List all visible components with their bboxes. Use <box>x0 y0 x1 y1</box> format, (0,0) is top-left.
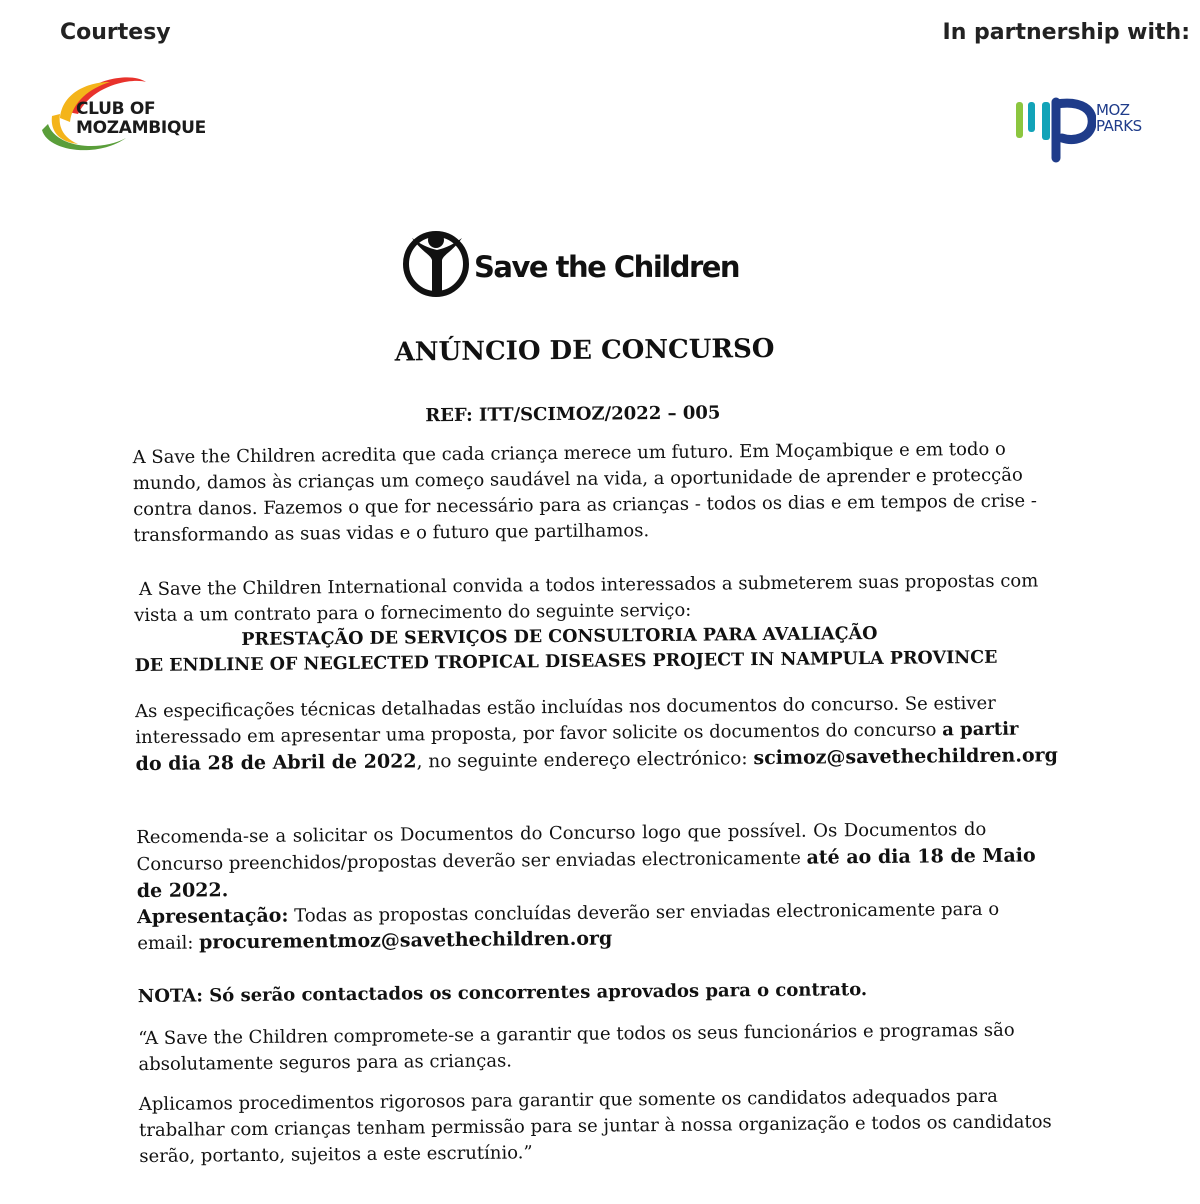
paragraph-3-bold: a partir <box>942 718 1019 741</box>
reference-number: REF: ITT/SCIMOZ/2022 – 005 <box>425 402 721 427</box>
request-email: scimoz@savethechildren.org <box>753 744 1059 770</box>
service-title-line: PRESTAÇÃO DE SERVIÇOS DE CONSULTORIA PARA AVALIAÇÃO <box>241 623 878 651</box>
deadline-year: de 2022. <box>136 879 229 903</box>
paragraph-5-text: Todas as propostas concluídas deverão ser enviadas electronicamente para o <box>288 898 1000 927</box>
paragraph-2-line: vista a um contrato para o fornecimento do seguinte serviço: <box>134 599 692 627</box>
page-title: ANÚNCIO DE CONCURSO <box>394 333 775 368</box>
paragraph-3-text: interessado em apresentar uma proposta, por favor solicite os documentos do concurso <box>135 719 943 749</box>
paragraph-2-line: A Save the Children International convida a todos interessados a submeterem suas propostas com <box>138 570 1039 601</box>
submission-label: Apresentação: <box>136 904 289 929</box>
club-logo-line2: MOZAMBIQUE <box>76 118 206 138</box>
paragraph-1-line: mundo, damos às crianças um começo saudável na vida, a oportunidade de aprender e protecção <box>132 464 1023 495</box>
paragraph-4-line <box>136 844 1036 876</box>
paragraph-5-line <box>137 928 612 956</box>
paragraph-3-line <box>135 744 1058 776</box>
moz-logo-line1: MOZ <box>1096 101 1130 119</box>
paragraph-1-line: A Save the Children acredita que cada criança merece um futuro. Em Moçambique e em todo o <box>132 438 1006 469</box>
submission-email: procurementmoz@savethechildren.org <box>198 927 613 954</box>
moz-logo-line2: PARKS <box>1096 117 1142 135</box>
paragraph-7-line: serão, portanto, sujeitos a este escrutínio.” <box>139 1142 533 1168</box>
paragraph-3-text: , no seguinte endereço electrónico: <box>416 748 754 773</box>
paragraph-6-line: “A Save the Children compromete-se a garantir que todos os seus funcionários e programas são <box>138 1019 1015 1050</box>
paragraph-1-line: transformando as suas vidas e o futuro que partilhamos. <box>133 520 650 547</box>
paragraph-6-line: absolutamente seguros para as crianças. <box>138 1050 513 1076</box>
note-line: NOTA: Só serão contactados os concorrentes aprovados para o contrato. <box>137 979 868 1008</box>
club-logo-line1: CLUB OF <box>76 99 156 119</box>
deadline-date: até ao dia 18 de Maio <box>806 844 1036 869</box>
paragraph-1-line: contra danos. Fazemos o que for necessário para as crianças - todos os dias e em tempos de crise - <box>133 490 1037 521</box>
courtesy-label: Courtesy <box>60 20 171 45</box>
save-the-children-wordmark: Save the Children <box>474 250 740 284</box>
partnership-label: In partnership with: <box>942 20 1190 45</box>
paragraph-7-line: trabalhar com crianças tenham permissão para se juntar à nossa organização e todos os candidatos <box>139 1111 1052 1142</box>
paragraph-5-line <box>136 898 1000 929</box>
paragraph-3-line: As especificações técnicas detalhadas estão incluídas nos documentos do concurso. Se estiver <box>134 692 996 723</box>
paragraph-7-line: Aplicamos procedimentos rigorosos para garantir que somente os candidatos adequados para <box>138 1085 998 1116</box>
paragraph-4-line: Recomenda-se a solicitar os Documentos do Concurso logo que possível. Os Documentos do <box>136 818 987 849</box>
paragraph-5-text: email: <box>137 932 200 955</box>
paragraph-4-text: Concurso preenchidos/propostas deverão ser enviadas electronicamente <box>136 847 807 876</box>
service-title-line: DE ENDLINE OF NEGLECTED TROPICAL DISEASES PROJECT IN NAMPULA PROVINCE <box>134 647 998 677</box>
paragraph-3-line <box>135 718 1019 749</box>
start-date: do dia 28 de Abril de 2022 <box>135 750 417 776</box>
